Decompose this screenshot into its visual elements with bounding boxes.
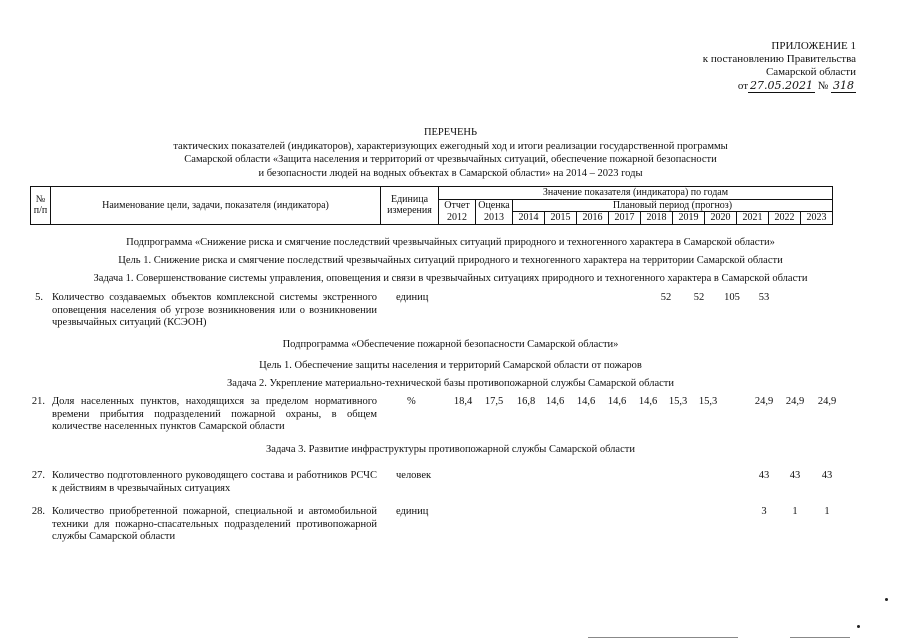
header-year: 2018 [641, 212, 673, 225]
row-name: Количество приобретенной пожарной, специальной и автомобильной техники для пожарно-спасательных подразделений противопожарной службы Самарской области [52, 506, 377, 542]
number-prefix: № [817, 80, 829, 92]
task-3-heading: Задача 3. Развитие инфраструктуры противопожарной службы Самарской области [266, 444, 635, 455]
value-2021: 3 [761, 506, 767, 517]
header-name: Наименование цели, задачи, показателя (индикатора) [51, 187, 381, 225]
table-header [30, 186, 833, 225]
title-line-2: тактических показателей (индикаторов), характеризующих ежегодный ход и итоги реализации государственной программы [173, 140, 728, 152]
appendix-title: ПРИЛОЖЕНИЕ 1 [771, 40, 856, 52]
table-row-21 [0, 396, 901, 436]
header-planned: Плановый период (прогноз) [513, 199, 833, 212]
table-row-5 [0, 292, 901, 332]
value-2019: 52 [693, 292, 705, 303]
value-2022: 1 [792, 506, 798, 517]
header-year: 2021 [737, 212, 769, 225]
row-unit: % [407, 396, 416, 407]
header-year: 2014 [513, 212, 545, 225]
scan-speck [885, 598, 888, 601]
row-unit: единиц [396, 506, 429, 517]
value-2023: 43 [821, 470, 833, 481]
value-2021: 43 [758, 470, 770, 481]
header-year: 2023 [801, 212, 833, 225]
subprogram-2-heading: Подпрограмма «Обеспечение пожарной безопасности Самарской области» [282, 339, 619, 350]
appendix-block [703, 40, 856, 93]
handwritten-number: 318 [833, 79, 854, 92]
goal-2-heading: Цель 1. Обеспечение защиты населения и территорий Самарской области от пожаров [259, 360, 642, 371]
scan-edge-line [790, 637, 850, 638]
appendix-date-line [703, 79, 856, 93]
header-unit: Единица измерения [381, 187, 439, 225]
value-2017: 14,6 [607, 396, 627, 407]
value-2012: 18,4 [453, 396, 473, 407]
row-name: Количество подготовленного руководящего состава и работников РСЧС к действиям в чрезвычайных ситуациях [52, 470, 377, 494]
header-year: 2020 [705, 212, 737, 225]
title-line-1: ПЕРЕЧЕНЬ [423, 127, 478, 138]
header-year: 2019 [673, 212, 705, 225]
table-row-27 [0, 470, 901, 498]
appendix-line-2: к постановлению Правительства [702, 53, 856, 65]
value-2016: 14,6 [576, 396, 596, 407]
value-2014: 16,8 [516, 396, 536, 407]
goal-1-heading: Цель 1. Снижение риска и смягчение последствий чрезвычайных ситуаций природного и техногенного характера на территории Самарской области [118, 255, 783, 266]
value-2022: 24,9 [785, 396, 805, 407]
scan-edge-line [588, 637, 738, 638]
title-line-4: и безопасности людей на водных объектах в Самарской области» на 2014 – 2023 годы [258, 167, 643, 179]
value-2021: 24,9 [754, 396, 774, 407]
value-2021: 53 [758, 292, 770, 303]
header-year: 2015 [545, 212, 577, 225]
value-2015: 14,6 [545, 396, 565, 407]
value-2022: 43 [789, 470, 801, 481]
value-2020: 15,3 [698, 396, 718, 407]
scan-speck [857, 625, 860, 628]
header-year: 2017 [609, 212, 641, 225]
row-number: 28. [31, 506, 45, 517]
row-unit: человек [396, 470, 432, 481]
row-number: 21. [31, 396, 45, 407]
appendix-line-3: Самарской области [765, 66, 856, 78]
header-estimate: Оценка 2013 [476, 199, 513, 224]
value-2018: 52 [660, 292, 672, 303]
row-name: Количество создаваемых объектов комплексной системы экстренного оповещения населения об угрозе возникновения или о возникновении чрезвычайных ситуаций (КСЭОН) [52, 292, 377, 328]
value-2019: 15,3 [668, 396, 688, 407]
document-title [0, 126, 901, 180]
title-line-3: Самарской области «Защита населения и территорий от чрезвычайных ситуаций, обеспечение пожарной безопасности [184, 154, 717, 165]
row-number: 5. [35, 292, 43, 303]
row-number: 27. [31, 470, 45, 481]
table-row-28 [0, 506, 901, 546]
value-2013: 17,5 [484, 396, 504, 407]
value-2020: 105 [724, 292, 740, 303]
task-2-heading: Задача 2. Укрепление материально-технической базы противопожарной службы Самарской области [226, 378, 675, 389]
handwritten-date: 27.05.2021 [750, 79, 813, 92]
header-values-group: Значение показателя (индикатора) по годам [439, 187, 833, 200]
header-report: Отчет 2012 [439, 199, 476, 224]
row-name: Доля населенных пунктов, находящихся за пределом нормативного времени прибытия подразделений пожарной охраны, в общем количестве населенных пунктов Самарской области [52, 396, 377, 432]
value-2023: 24,9 [817, 396, 837, 407]
date-prefix: от [737, 80, 749, 92]
header-year: 2016 [577, 212, 609, 225]
value-2023: 1 [824, 506, 830, 517]
task-1-heading: Задача 1. Совершенствование системы управления, оповещения и связи в чрезвычайных ситуациях природного и техногенного характера в Самарской области [93, 273, 808, 284]
header-num: № п/п [31, 187, 51, 225]
header-year: 2022 [769, 212, 801, 225]
row-unit: единиц [396, 292, 429, 303]
subprogram-1-heading: Подпрограмма «Снижение риска и смягчение последствий чрезвычайных ситуаций природного и техногенного характера в Самарской области» [126, 237, 775, 248]
value-2018: 14,6 [638, 396, 658, 407]
